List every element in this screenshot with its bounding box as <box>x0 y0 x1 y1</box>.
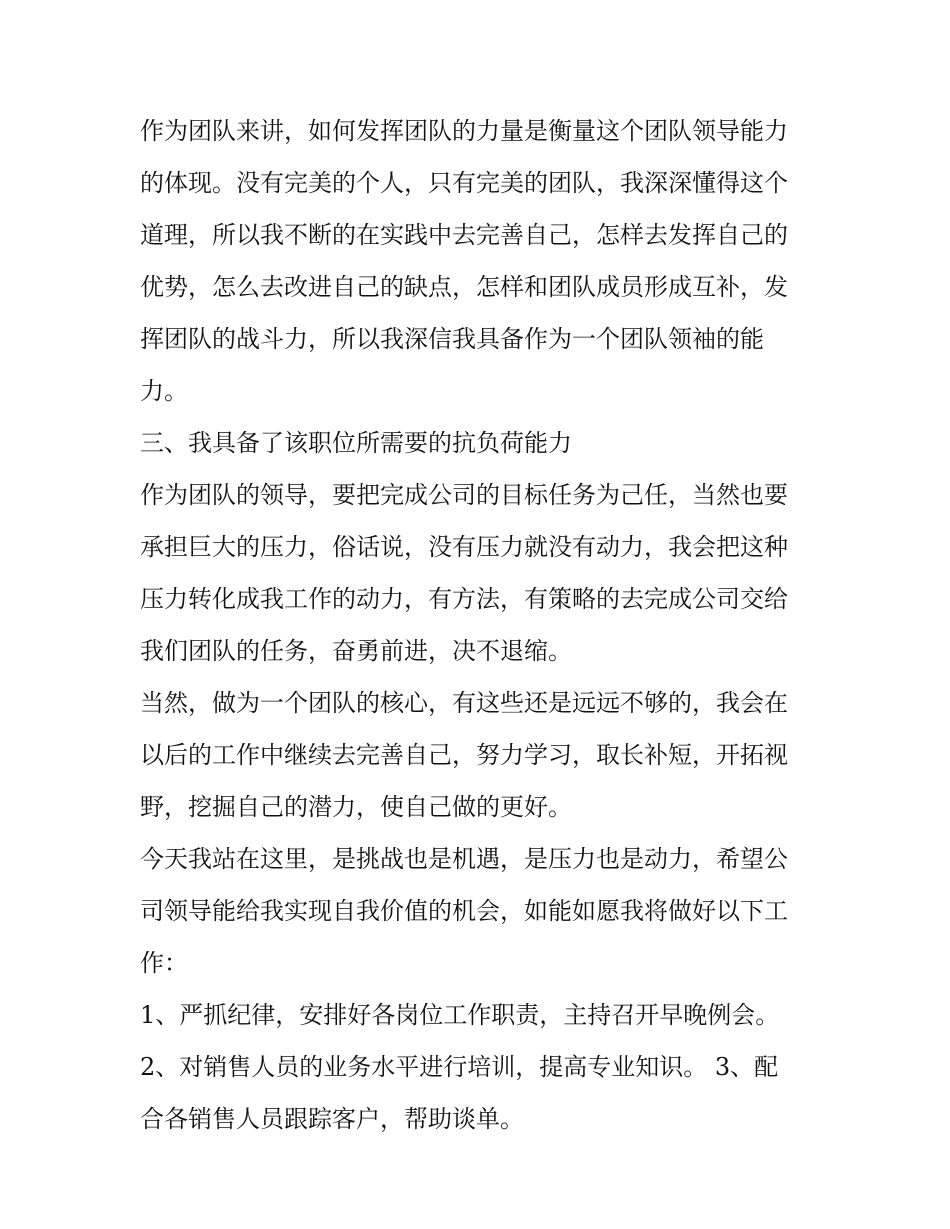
text-line-4: 优势，怎么去改进自己的缺点，怎样和团队成员形成互补，发 <box>140 273 788 301</box>
list-item-2: 2、对销售人员的业务水平进行培训，提高专业知识。 3、配 <box>140 1053 779 1081</box>
text-line-8: 作为团队的领导，要把完成公司的目标任务为己任，当然也要 <box>140 481 788 509</box>
text-line-14: 野，挖掘自己的潜力，使自己做的更好。 <box>140 793 572 821</box>
text-line-15: 今天我站在这里，是挑战也是机遇，是压力也是动力，希望公 <box>140 845 788 873</box>
text-line-13: 以后的工作中继续去完善自己，努力学习，取长补短，开拓视 <box>140 741 788 769</box>
list-item-1: 1、严抓纪律，安排好各岗位工作职责，主持召开早晚例会。 <box>140 1001 780 1029</box>
text-line-11: 我们团队的任务，奋勇前进，决不退缩。 <box>140 637 572 665</box>
section-heading: 三、我具备了该职位所需要的抗负荷能力 <box>140 429 572 457</box>
document-body <box>140 105 812 1145</box>
list-item-3-continued: 合各销售人员跟踪客户，帮助谈单。 <box>140 1105 524 1133</box>
text-line-5: 挥团队的战斗力，所以我深信我具备作为一个团队领袖的能 <box>140 325 764 353</box>
text-line-9: 承担巨大的压力，俗话说，没有压力就没有动力，我会把这种 <box>140 533 788 561</box>
text-line-2: 的体现。没有完美的个人，只有完美的团队，我深深懂得这个 <box>140 169 788 197</box>
text-line-6: 力。 <box>140 377 188 405</box>
text-line-12: 当然，做为一个团队的核心，有这些还是远远不够的，我会在 <box>140 689 788 717</box>
text-line-10: 压力转化成我工作的动力，有方法，有策略的去完成公司交给 <box>140 585 788 613</box>
text-line-16: 司领导能给我实现自我价值的机会，如能如愿我将做好以下工 <box>140 897 788 925</box>
text-line-3: 道理，所以我不断的在实践中去完善自己，怎样去发挥自己的 <box>140 221 788 249</box>
text-line-1: 作为团队来讲，如何发挥团队的力量是衡量这个团队领导能力 <box>140 117 788 145</box>
text-line-17: 作： <box>140 949 188 977</box>
